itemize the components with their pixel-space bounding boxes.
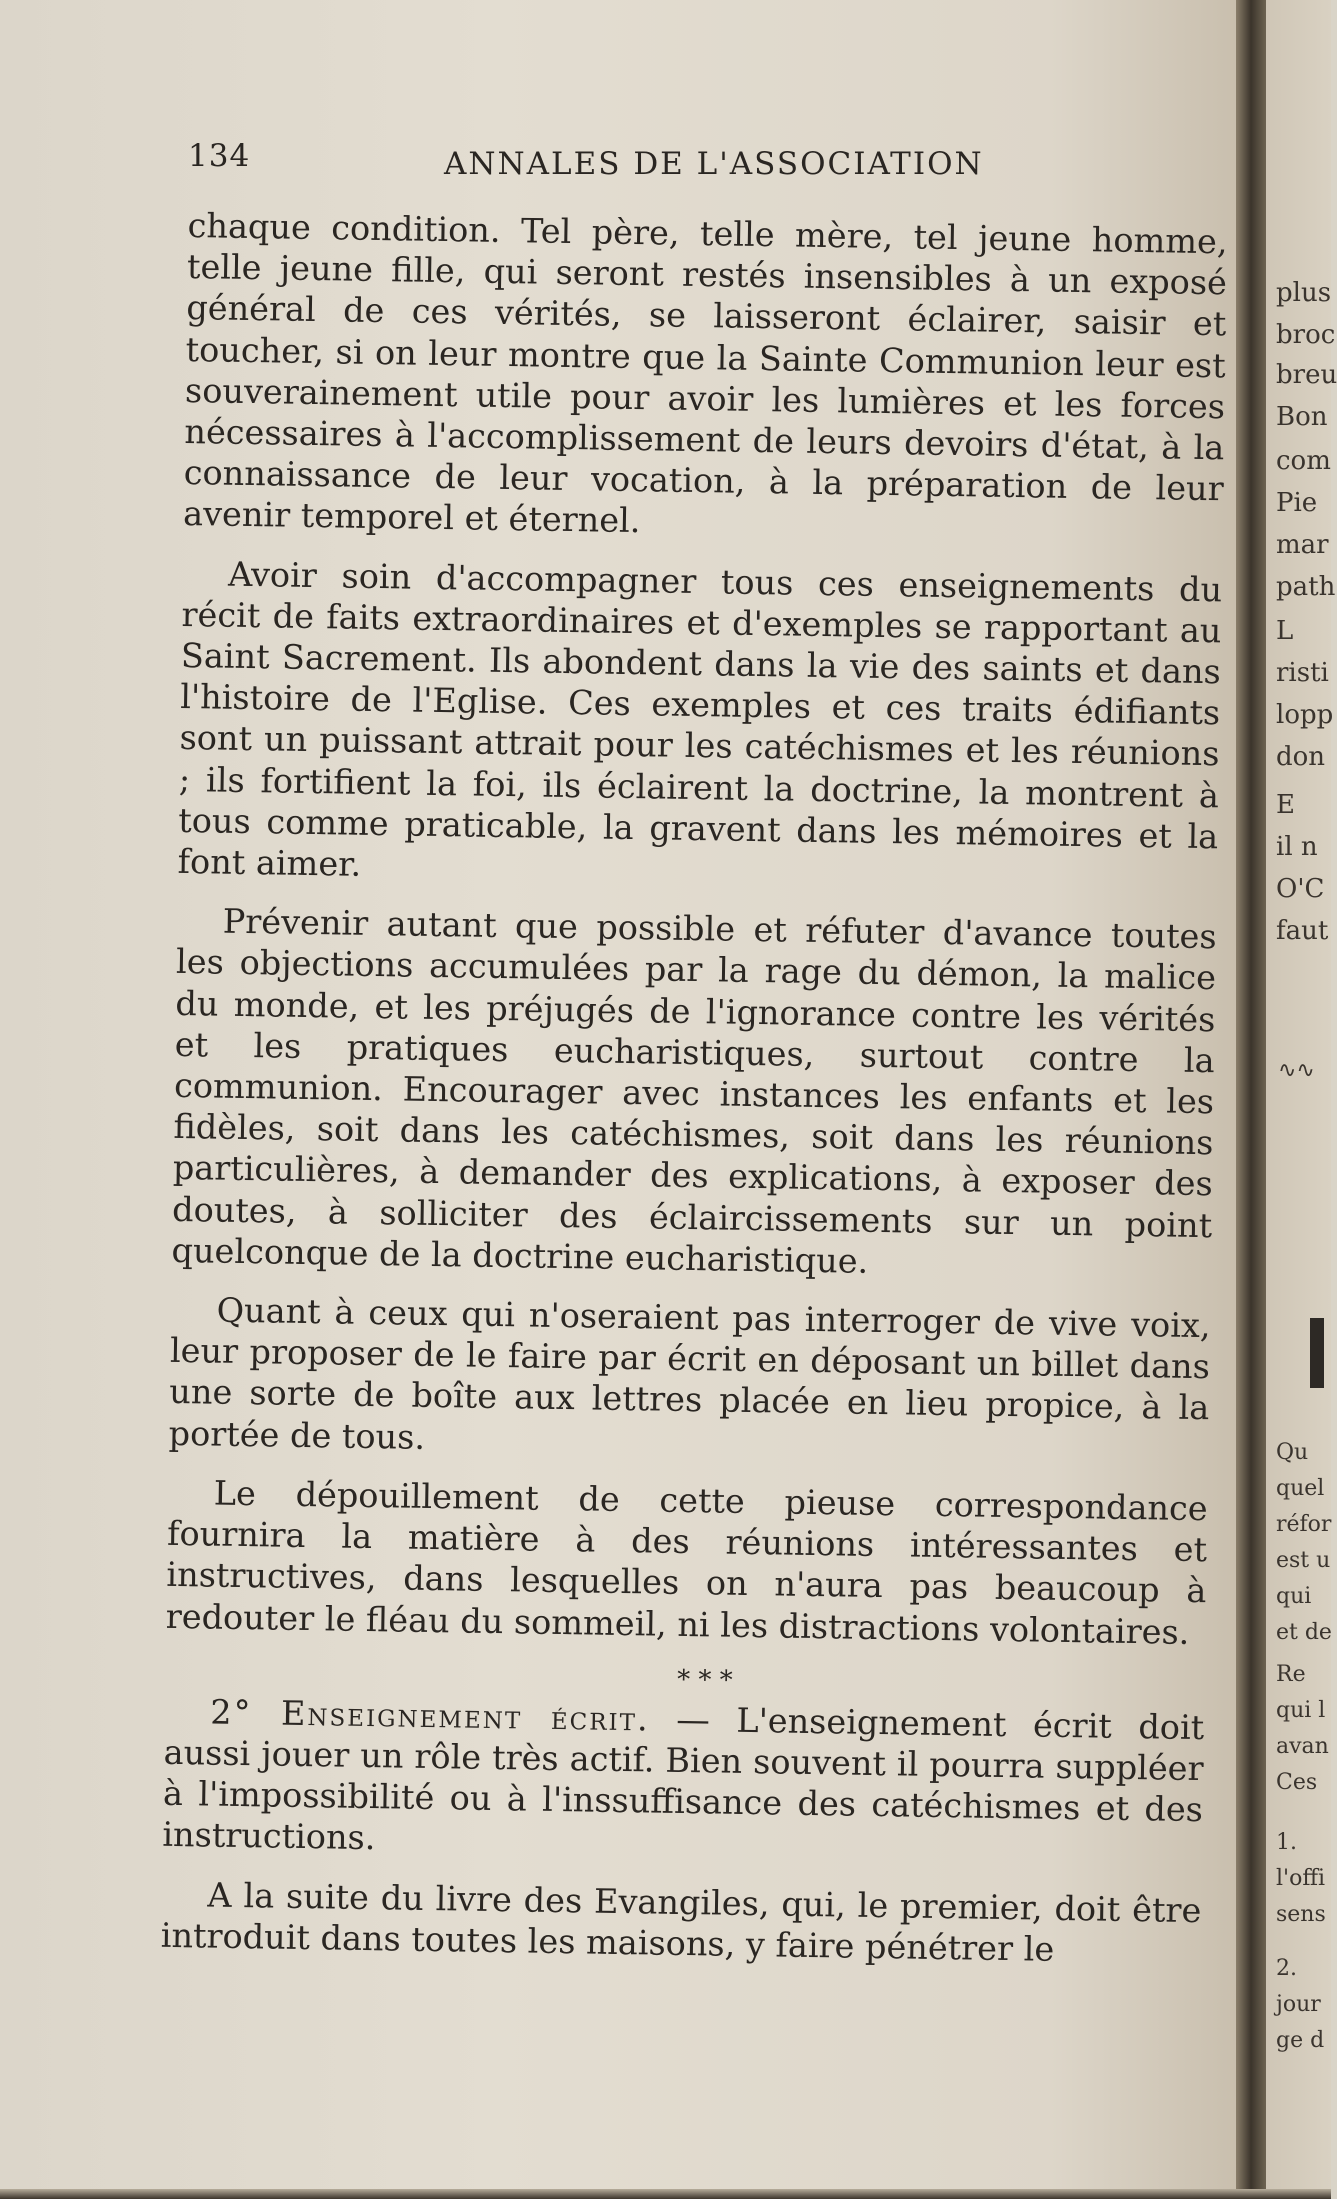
- adjacent-fragment: Bon: [1276, 402, 1328, 432]
- adjacent-fragment: quel: [1276, 1476, 1325, 1501]
- adjacent-fragment: et de: [1276, 1620, 1332, 1645]
- drop-cap-fragment: [1310, 1318, 1324, 1388]
- section-heading: 2° Enseignement écrit.: [210, 1692, 650, 1739]
- adjacent-fragment: com: [1276, 446, 1331, 476]
- paragraph-6: [162, 1691, 1204, 1872]
- adjacent-fragment: broc: [1276, 320, 1336, 350]
- paragraph-5: Le dépouillement de cette pieuse correspondance fournira la matière à des réunions intéressantes et instructives, dans lesquelles on n'aura pas beaucoup à redouter le fléau du sommeil, ni les distractions volontaires.: [165, 1473, 1208, 1652]
- wavy-rule-fragment: ∿∿: [1278, 1058, 1315, 1083]
- adjacent-fragment: path: [1276, 572, 1336, 602]
- adjacent-fragment: faut: [1276, 916, 1329, 946]
- adjacent-page-edge: [1266, 0, 1337, 2199]
- page-number: 134: [188, 138, 251, 174]
- adjacent-fragment: il n: [1276, 832, 1318, 862]
- adjacent-fragment: mar: [1276, 530, 1329, 560]
- book-gutter: [1236, 0, 1266, 2199]
- adjacent-fragment: lopp: [1276, 700, 1334, 730]
- adjacent-fragment: qui: [1276, 1584, 1312, 1609]
- paragraph-4: Quant à ceux qui n'oseraient pas interroger de vive voix, leur proposer de le faire par écrit en déposant un billet dans une sorte de boîte aux lettres placée en lieu propice, à la portée de tous.: [168, 1290, 1211, 1457]
- body-text: [160, 205, 1227, 1972]
- section-asterism: * * *: [676, 1664, 733, 1696]
- adjacent-fragment: avan: [1276, 1734, 1329, 1759]
- adjacent-fragment: est u: [1276, 1548, 1331, 1573]
- adjacent-fragment: 2.: [1276, 1956, 1297, 1981]
- adjacent-fragment: O'C: [1276, 874, 1325, 904]
- adjacent-fragment: qui l: [1276, 1698, 1326, 1723]
- adjacent-fragment: sens: [1276, 1902, 1326, 1927]
- adjacent-fragment: don: [1276, 742, 1326, 772]
- paragraph-1: chaque condition. Tel père, telle mère, tel jeune homme, telle jeune fille, qui seront restés insensibles à un exposé général de ces vérités, se laisseront éclairer, saisir et toucher, si on leur montre que la Sainte Communion leur est souverainement utile pour avoir les lumières et les forces nécessaires à l'accomplissement de leurs devoirs d'état, à la connaissance de leur vocation, à la préparation de leur avenir temporel et éternel.: [182, 205, 1228, 541]
- adjacent-fragment: jour: [1276, 1992, 1321, 2017]
- adjacent-fragment: ge d: [1276, 2028, 1325, 2053]
- paragraph-7: A la suite du livre des Evangiles, qui, le premier, doit être introduit dans toutes les maisons, y faire pénétrer le: [160, 1875, 1202, 1969]
- page-bottom-edge: [0, 2189, 1331, 2199]
- adjacent-fragment: risti: [1276, 658, 1329, 688]
- adjacent-fragment: réfor: [1276, 1512, 1332, 1537]
- adjacent-fragment: breu: [1276, 360, 1337, 390]
- adjacent-fragment: L: [1276, 616, 1294, 646]
- paragraph-3: Prévenir autant que possible et réfuter d'avance toutes les objections accumulées par la rage du démon, la malice du monde, et les préjugés de l'ignorance contre les vérités et les pratiques eucharistiques, surtout contre la communion. Encourager avec instances les enfants et les fidèles, soit dans les catéchismes, soit dans les réunions particulières, à demander des explications, à exposer des doutes, à solliciter des éclaircissements sur un point quelconque de la doctrine eucharistique.: [171, 901, 1217, 1281]
- adjacent-fragment: Re: [1276, 1662, 1306, 1687]
- running-header: [188, 138, 1188, 182]
- adjacent-fragment: l'offi: [1276, 1866, 1325, 1891]
- paragraph-6-text: — L'enseignement écrit doit aussi jouer un rôle très actif. Bien souvent il pourra suppléer à l'impossibilité ou à l'inssuffisance des catéchismes et des instructions.: [162, 1699, 1205, 1858]
- adjacent-fragment: E: [1276, 790, 1295, 820]
- adjacent-fragment: Qu: [1276, 1440, 1309, 1465]
- adjacent-fragment: 1.: [1276, 1830, 1297, 1855]
- adjacent-fragment: Ces: [1276, 1770, 1318, 1795]
- adjacent-fragment: plus: [1276, 278, 1332, 308]
- paragraph-2: Avoir soin d'accompagner tous ces enseignements du récit de faits extraordinaires et d'exemples se rapportant au Saint Sacrement. Ils abondent dans la vie des saints et dans l'histoire de l'Eglise. Ces exemples et ces traits édifiants sont un puissant attrait pour les catéchismes et les réunions ; ils fortifient la foi, ils éclairent la doctrine, la montrent à tous comme praticable, la gravent dans les mémoires et la font aimer.: [177, 554, 1223, 884]
- running-title: ANNALES DE L'ASSOCIATION: [444, 146, 984, 182]
- adjacent-fragment: Pie: [1276, 488, 1318, 518]
